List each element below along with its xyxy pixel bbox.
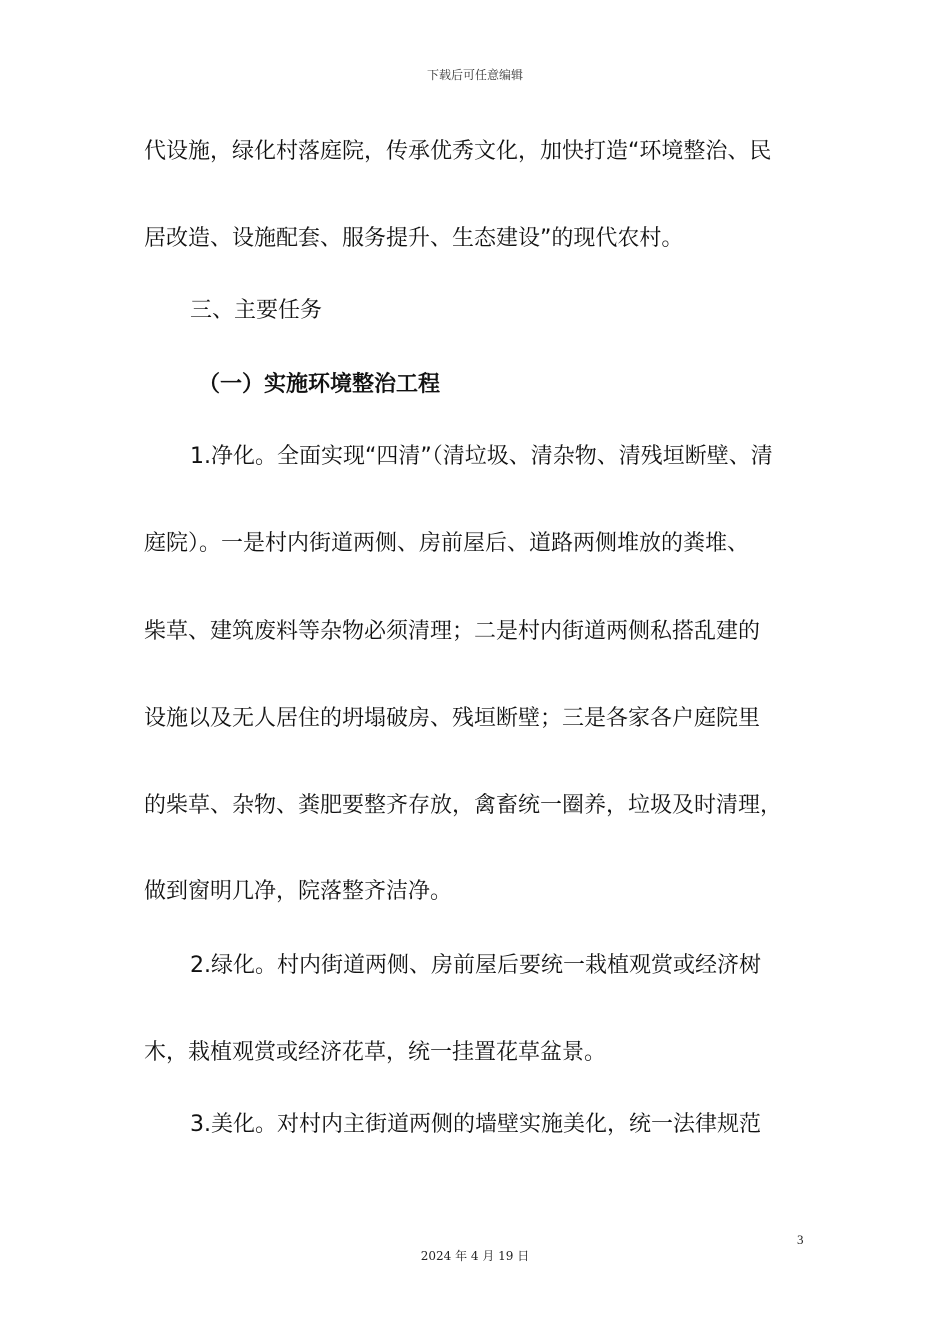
paragraph-line: 3.美化。对村内主街道两侧的墙壁实施美化，统一法律规范 [190, 1112, 761, 1137]
page-header: 下载后可任意编辑 [426, 68, 523, 82]
subsection-heading: （一）实施环境整治工程 [198, 372, 441, 397]
paragraph-line: 设施以及无人居住的坍塌破房、残垣断壁；三是各家各户庭院里 [144, 706, 761, 731]
page-number: 3 [797, 1232, 804, 1247]
paragraph-line: 做到窗明几净，院落整齐洁净。 [144, 879, 453, 904]
paragraph-line: 柴草、建筑废料等杂物必须清理；二是村内街道两侧私搭乱建的 [144, 619, 761, 644]
section-heading: 三、主要任务 [190, 298, 323, 323]
paragraph-line: 2.绿化。村内街道两侧、房前屋后要统一栽植观赏或经济树 [190, 953, 761, 978]
paragraph-line: 的柴草、杂物、粪肥要整齐存放，禽畜统一圈养，垃圾及时清理， [144, 793, 783, 818]
page-footer-date: 2024 年 4 月 19 日 [420, 1249, 530, 1263]
paragraph-line: 木，栽植观赏或经济花草，统一挂置花草盆景。 [144, 1040, 607, 1065]
paragraph-line: 1.净化。全面实现“四清”（清垃圾、清杂物、清残垣断壁、清 [190, 444, 773, 469]
paragraph-line: 庭院）。一是村内街道两侧、房前屋后、道路两侧堆放的粪堆、 [144, 531, 750, 556]
paragraph-line: 居改造、设施配套、服务提升、生态建设”的现代农村。 [144, 226, 684, 251]
paragraph-line: 代设施，绿化村落庭院，传承优秀文化，加快打造“环境整治、民 [144, 139, 772, 164]
